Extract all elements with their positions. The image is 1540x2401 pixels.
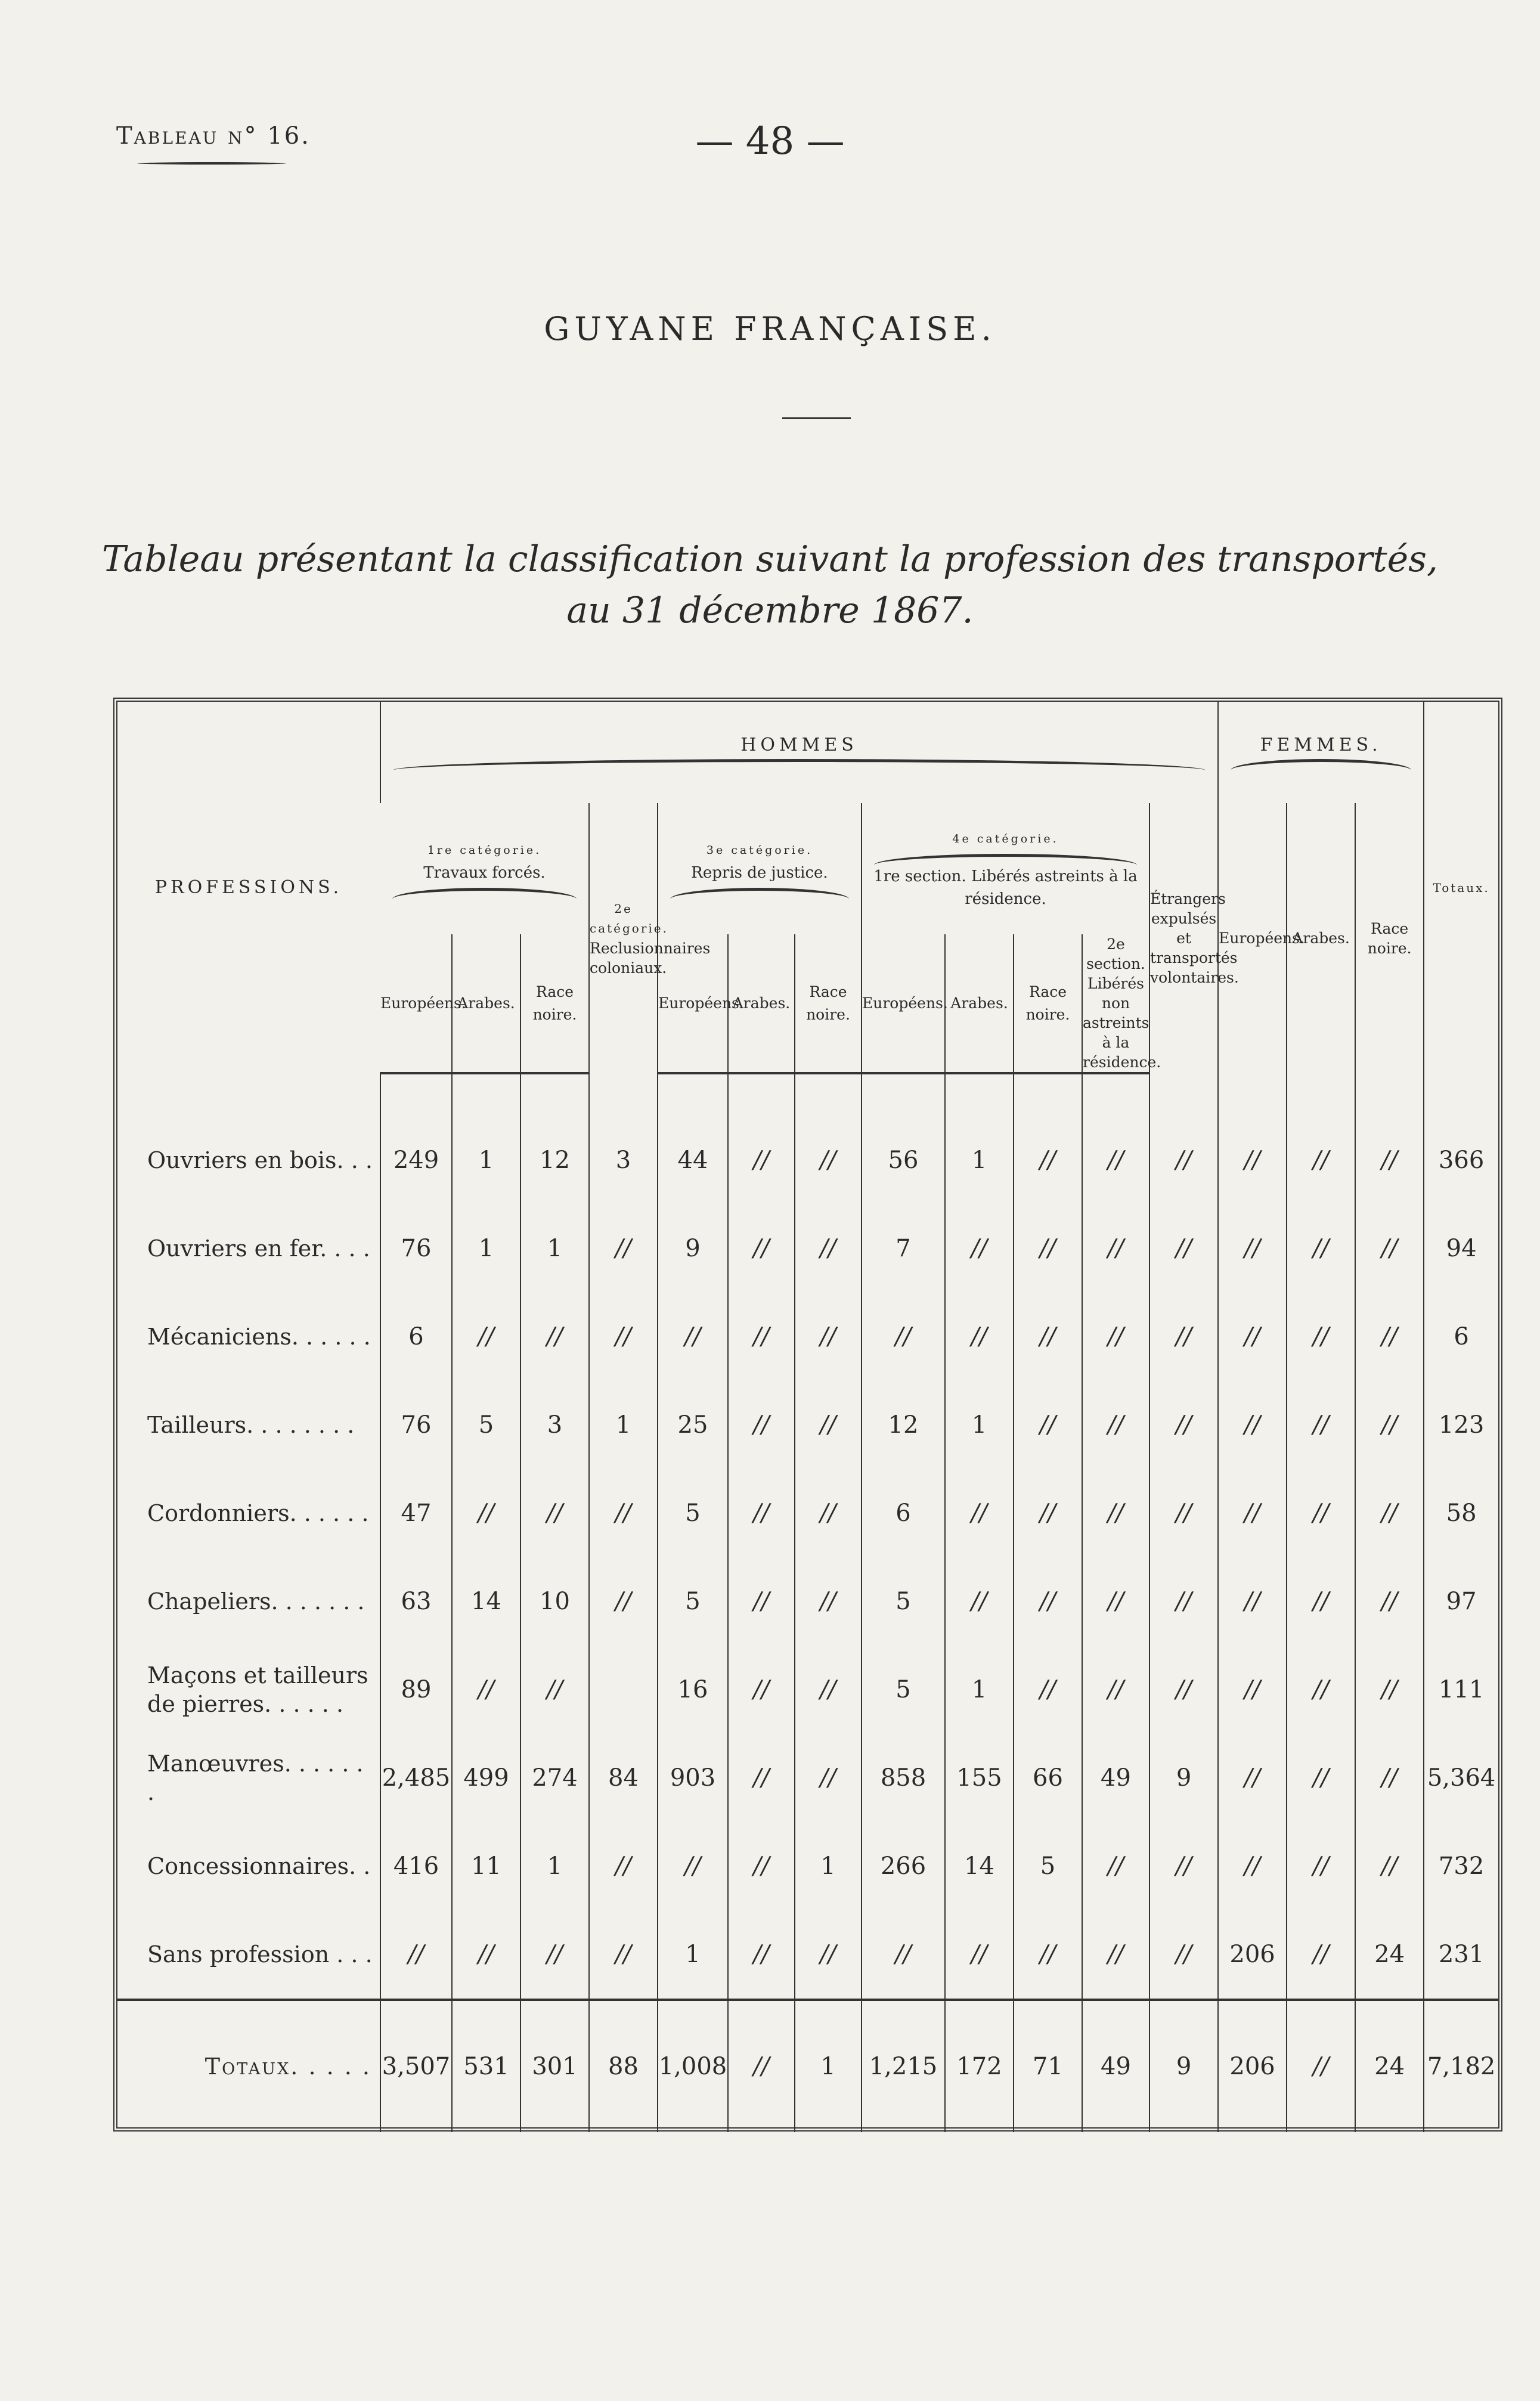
table-cell: //	[1014, 1557, 1082, 1646]
header-hommes	[380, 702, 1218, 803]
table-row	[117, 1910, 1498, 2000]
statistics-table	[117, 702, 1498, 2132]
header-cat4	[862, 803, 1149, 934]
profession-name: Manœuvres. . . . . . .	[147, 1751, 364, 1805]
table-cell: //	[1355, 1469, 1424, 1557]
table-cell: //	[728, 1734, 795, 1822]
table-cell: //	[452, 1646, 520, 1734]
table-cell: //	[589, 1293, 658, 1381]
table-cell: 58	[1424, 1469, 1498, 1557]
totals-cell: 531	[452, 2000, 520, 2132]
table-cell: 76	[380, 1204, 452, 1293]
table-cell: 1	[658, 1910, 728, 2000]
totals-cell: 88	[589, 2000, 658, 2132]
table-cell: //	[1082, 1646, 1149, 1734]
table-cell: //	[1218, 1381, 1287, 1469]
subtitle	[0, 534, 1540, 636]
table-cell: //	[728, 1116, 795, 1204]
table-cell: 366	[1424, 1116, 1498, 1204]
table-cell: 1	[945, 1381, 1014, 1469]
table-cell: 2,485	[380, 1734, 452, 1822]
table-cell: //	[1218, 1293, 1287, 1381]
table-cell: 76	[380, 1381, 452, 1469]
table-cell: 266	[862, 1822, 945, 1910]
table-cell: 5	[452, 1381, 520, 1469]
table-cell: 9	[1149, 1734, 1218, 1822]
table-cell: //	[589, 1204, 658, 1293]
table-cell: 10	[520, 1557, 589, 1646]
table-cell: //	[728, 1293, 795, 1381]
table-cell: //	[1218, 1822, 1287, 1910]
table-cell: //	[1355, 1557, 1424, 1646]
header-cat4-europeens: Européens.	[862, 934, 945, 1073]
table-cell: 5	[658, 1557, 728, 1646]
header-femmes-label: FEMMES.	[1260, 735, 1382, 755]
table-cell: 416	[380, 1822, 452, 1910]
table-cell: //	[945, 1910, 1014, 2000]
header-totaux-label: Totaux.	[1433, 881, 1490, 895]
table-cell: 25	[658, 1381, 728, 1469]
table-cell: //	[1014, 1293, 1082, 1381]
table-cell: //	[1149, 1293, 1218, 1381]
table-cell: 5,364	[1424, 1734, 1498, 1822]
table-cell: 111	[1424, 1646, 1498, 1734]
table-cell: //	[1287, 1910, 1355, 2000]
table-cell: //	[1082, 1204, 1149, 1293]
table-row	[117, 1469, 1498, 1557]
table-cell: //	[452, 1293, 520, 1381]
table-cell: //	[1287, 1381, 1355, 1469]
totals-cell: 1	[795, 2000, 862, 2132]
table-cell: //	[1149, 1910, 1218, 2000]
table-cell: //	[589, 1557, 658, 1646]
table-cell: //	[380, 1910, 452, 2000]
table-row	[117, 1734, 1498, 1822]
table-cell: //	[945, 1293, 1014, 1381]
table-cell: 49	[1082, 1734, 1149, 1822]
table-cell: //	[589, 1822, 658, 1910]
header-cat1-europeens: Européens.	[380, 934, 452, 1073]
table-cell: //	[728, 1204, 795, 1293]
cat2-label: 2e catégorie.	[590, 901, 668, 935]
table-cell: //	[1355, 1646, 1424, 1734]
cat3-brace	[670, 888, 849, 899]
table-cell: //	[945, 1469, 1014, 1557]
table-cell: 14	[452, 1557, 520, 1646]
table-cell: 5	[658, 1469, 728, 1557]
table-cell: //	[1014, 1381, 1082, 1469]
table-cell: //	[1014, 1204, 1082, 1293]
header-cat1-arabes: Arabes.	[452, 934, 520, 1073]
header-cat1	[380, 803, 589, 934]
table-cell: 732	[1424, 1822, 1498, 1910]
title-rule	[782, 417, 851, 419]
header-femmes	[1218, 702, 1424, 803]
cat2-sub: Reclusionnaires coloniaux.	[590, 939, 711, 977]
table-cell: 206	[1218, 1910, 1287, 2000]
table-cell: 9	[658, 1204, 728, 1293]
table-cell: //	[1287, 1646, 1355, 1734]
header-cat1-race-noire: Race noire.	[520, 934, 589, 1073]
table-cell: //	[1014, 1646, 1082, 1734]
table-cell: 274	[520, 1734, 589, 1822]
table-cell: 7	[862, 1204, 945, 1293]
table-cell: //	[1355, 1734, 1424, 1822]
profession-name: Chapeliers. . . . . . .	[147, 1588, 365, 1615]
subtitle-line-1: Tableau présentant la classification suivant la profession des transportés,	[101, 538, 1439, 580]
table-cell: 66	[1014, 1734, 1082, 1822]
table-cell: 858	[862, 1734, 945, 1822]
table-cell: //	[1149, 1822, 1218, 1910]
table-cell: //	[728, 1381, 795, 1469]
table-cell: 5	[862, 1646, 945, 1734]
table-cell: 11	[452, 1822, 520, 1910]
table-cell: //	[1149, 1204, 1218, 1293]
totals-row	[117, 2000, 1498, 2132]
table-cell: //	[1355, 1116, 1424, 1204]
table-cell: //	[1287, 1734, 1355, 1822]
totals-cell: 301	[520, 2000, 589, 2132]
table-cell: 97	[1424, 1557, 1498, 1646]
table-cell: //	[520, 1910, 589, 2000]
table-cell: //	[1149, 1557, 1218, 1646]
table-cell: 89	[380, 1646, 452, 1734]
totals-cell: //	[1287, 2000, 1355, 2132]
totals-cell: 9	[1149, 2000, 1218, 2132]
table-cell: //	[520, 1293, 589, 1381]
profession-name: Mécaniciens. . . . . .	[147, 1324, 371, 1350]
totals-cell: 206	[1218, 2000, 1287, 2132]
header-etrangers: Étrangers expulsés et transportés volontaires.	[1149, 803, 1218, 1073]
table-cell: 249	[380, 1116, 452, 1204]
table-cell: //	[795, 1116, 862, 1204]
table-row	[117, 1293, 1498, 1381]
table-cell: //	[1149, 1469, 1218, 1557]
profession-name: Maçons et tailleurs de pierres. . . . . .	[147, 1662, 368, 1717]
profession-name: Concessionnaires. .	[147, 1853, 371, 1879]
table-cell: 84	[589, 1734, 658, 1822]
table-row	[117, 1204, 1498, 1293]
table-cell: //	[728, 1646, 795, 1734]
table-cell: //	[1014, 1910, 1082, 2000]
table-cell: //	[1218, 1646, 1287, 1734]
table-cell: //	[452, 1910, 520, 2000]
table-cell: 1	[452, 1204, 520, 1293]
table-cell: //	[1218, 1557, 1287, 1646]
table-cell: 56	[862, 1116, 945, 1204]
table-cell: //	[1082, 1293, 1149, 1381]
cat1-label: 1re catégorie.	[427, 843, 542, 857]
table-cell: //	[795, 1910, 862, 2000]
table-cell: //	[589, 1910, 658, 2000]
table-cell: //	[1082, 1822, 1149, 1910]
table-row	[117, 1557, 1498, 1646]
header-totaux	[1424, 702, 1498, 1073]
header-cat4-arabes: Arabes.	[945, 934, 1014, 1073]
main-title: GUYANE FRANÇAISE.	[544, 310, 996, 348]
table-cell: //	[1149, 1116, 1218, 1204]
table-cell: 1	[589, 1381, 658, 1469]
profession-name: Ouvriers en bois. . .	[147, 1147, 373, 1173]
table-cell: 1	[945, 1116, 1014, 1204]
table-cell: 5	[1014, 1822, 1082, 1910]
header-professions: PROFESSIONS.	[154, 877, 343, 898]
header-cat3-arabes: Arabes.	[728, 934, 795, 1073]
table-cell: 3	[589, 1116, 658, 1204]
table-body	[117, 1073, 1498, 2132]
table-cell: //	[1287, 1116, 1355, 1204]
table-cell: 6	[380, 1293, 452, 1381]
table-cell: //	[1287, 1822, 1355, 1910]
table-cell: //	[1287, 1204, 1355, 1293]
header-cat4-section2: 2e section. Libérés non astreints à la résidence.	[1082, 934, 1149, 1073]
table-cell: 16	[658, 1646, 728, 1734]
table-cell: 6	[1424, 1293, 1498, 1381]
table-cell: //	[1014, 1469, 1082, 1557]
table-cell: //	[452, 1469, 520, 1557]
table-cell: //	[589, 1469, 658, 1557]
table-cell: //	[1082, 1381, 1149, 1469]
table-cell: //	[728, 1469, 795, 1557]
totals-cell: 71	[1014, 2000, 1082, 2132]
table-cell: //	[1082, 1910, 1149, 2000]
table-cell: //	[945, 1557, 1014, 1646]
table-cell: 5	[862, 1557, 945, 1646]
header-femmes-race-noire: Race noire.	[1355, 803, 1424, 1073]
profession-name: Cordonniers. . . . . .	[147, 1500, 369, 1526]
table-cell: //	[1149, 1646, 1218, 1734]
header-cat3-race-noire: Race noire.	[795, 934, 862, 1073]
profession-name: Sans profession . . .	[147, 1941, 373, 1968]
table-cell: //	[1014, 1116, 1082, 1204]
profession-name: Ouvriers en fer. . . .	[147, 1235, 370, 1262]
totals-cell: 1,008	[658, 2000, 728, 2132]
cat4-brace	[874, 854, 1137, 865]
table-cell: 47	[380, 1469, 452, 1557]
table-cell: 94	[1424, 1204, 1498, 1293]
table-cell: 499	[452, 1734, 520, 1822]
table-cell: //	[1218, 1116, 1287, 1204]
table-cell: //	[945, 1204, 1014, 1293]
table-cell: //	[795, 1204, 862, 1293]
table-cell: //	[1287, 1557, 1355, 1646]
hommes-brace	[393, 759, 1206, 770]
table-cell: 1	[520, 1204, 589, 1293]
table-cell: //	[520, 1646, 589, 1734]
table-cell: //	[728, 1557, 795, 1646]
table-cell: //	[862, 1910, 945, 2000]
table-cell: //	[728, 1910, 795, 2000]
table-cell: 3	[520, 1381, 589, 1469]
table-cell: //	[1287, 1469, 1355, 1557]
table-cell: //	[795, 1469, 862, 1557]
table-cell: 1	[452, 1116, 520, 1204]
table-cell: 1	[520, 1822, 589, 1910]
table-cell: //	[658, 1293, 728, 1381]
table-cell: 1	[945, 1646, 1014, 1734]
table-cell: 903	[658, 1734, 728, 1822]
table-cell: //	[1149, 1381, 1218, 1469]
table-cell: //	[1218, 1734, 1287, 1822]
table-cell: 155	[945, 1734, 1014, 1822]
table-cell: 14	[945, 1822, 1014, 1910]
spacer-row	[117, 1073, 1498, 1116]
table-cell	[589, 1646, 658, 1734]
header-femmes-arabes: Arabes.	[1287, 803, 1355, 1073]
header-femmes-europeens: Européens.	[1218, 803, 1287, 1073]
table-cell: //	[728, 1822, 795, 1910]
running-title: Tableau n° 16.	[116, 122, 311, 150]
totals-cell: //	[728, 2000, 795, 2132]
table-row	[117, 1822, 1498, 1910]
femmes-brace	[1231, 759, 1411, 770]
table-cell: //	[795, 1381, 862, 1469]
table-row	[117, 1646, 1498, 1734]
table-cell: //	[1218, 1469, 1287, 1557]
table-cell: //	[1287, 1293, 1355, 1381]
table-cell: //	[1082, 1469, 1149, 1557]
profession-name: Tailleurs. . . . . . . .	[147, 1412, 355, 1438]
table-cell: //	[1355, 1822, 1424, 1910]
cat1-brace	[392, 888, 577, 899]
table-cell: 24	[1355, 1910, 1424, 2000]
cat4-section1: 1re section. Libérés astreints à la résidence.	[873, 867, 1138, 908]
cat4-label: 4e catégorie.	[952, 832, 1059, 845]
table-cell: 123	[1424, 1381, 1498, 1469]
cat3-label: 3e catégorie.	[706, 843, 813, 857]
table-cell: 63	[380, 1557, 452, 1646]
header-hommes-label: HOMMES	[740, 735, 858, 755]
page-number: — 48 —	[695, 119, 845, 163]
table-cell: 44	[658, 1116, 728, 1204]
table-cell: //	[1355, 1293, 1424, 1381]
totals-cell: 172	[945, 2000, 1014, 2132]
cat1-sub: Travaux forcés.	[423, 863, 546, 882]
totals-cell: 7,182	[1424, 2000, 1498, 2132]
table-cell: //	[795, 1646, 862, 1734]
table-cell: //	[1082, 1557, 1149, 1646]
totals-cell: 24	[1355, 2000, 1424, 2132]
totals-cell: 1,215	[862, 2000, 945, 2132]
table-cell: 231	[1424, 1910, 1498, 2000]
table-cell: 6	[862, 1469, 945, 1557]
table-cell: //	[795, 1293, 862, 1381]
table-row	[117, 1116, 1498, 1204]
header-cat3-europeens: Européens.	[658, 934, 728, 1073]
subtitle-line-2: au 31 décembre 1867.	[566, 590, 974, 631]
table-cell: //	[1355, 1381, 1424, 1469]
totals-cell: 3,507	[380, 2000, 452, 2132]
table-cell: 12	[862, 1381, 945, 1469]
totals-label: Totaux. . . . .	[117, 2000, 380, 2132]
table-cell: 1	[795, 1822, 862, 1910]
table-cell: //	[1082, 1116, 1149, 1204]
table-cell: //	[1355, 1204, 1424, 1293]
table-cell: //	[520, 1469, 589, 1557]
table-cell: //	[658, 1822, 728, 1910]
table-cell: //	[795, 1734, 862, 1822]
table-cell: //	[862, 1293, 945, 1381]
table-cell: 12	[520, 1116, 589, 1204]
totals-cell: 49	[1082, 2000, 1149, 2132]
statistics-table-frame	[113, 698, 1502, 2132]
header-cat4-race-noire: Race noire.	[1014, 934, 1082, 1073]
table-cell: //	[795, 1557, 862, 1646]
table-cell: //	[1218, 1204, 1287, 1293]
header-cat3	[658, 803, 862, 934]
table-row	[117, 1381, 1498, 1469]
cat3-sub: Repris de justice.	[691, 863, 828, 882]
